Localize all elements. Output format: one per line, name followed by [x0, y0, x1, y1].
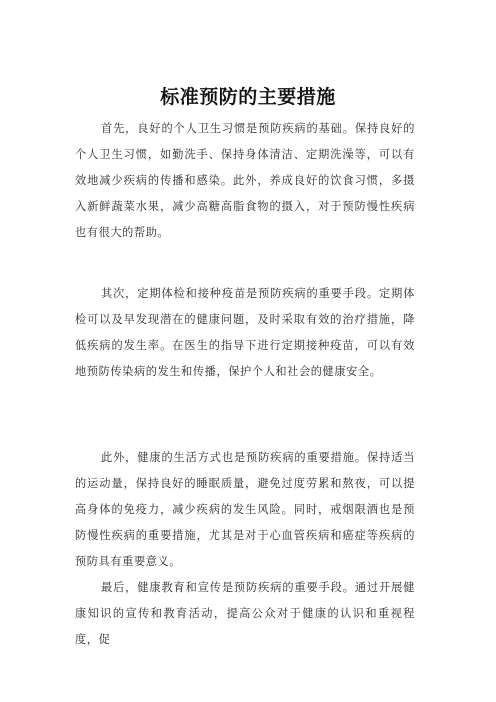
paragraph-personal-hygiene: 首先，良好的个人卫生习惯是预防疾病的基础。保持良好的个人卫生习惯，如勤洗手、保持身体清洁、定期洗澡等，可以有效地减少疾病的传播和感染。此外，养成良好的饮食习惯，多摄入新鲜蔬菜水果，减少高糖高脂食物的摄入，对于预防慢性疾病也有很大的帮助。	[75, 122, 415, 239]
paragraph-healthy-lifestyle: 此外，健康的生活方式也是预防疾病的重要措施。保持适当的运动量，保持良好的睡眠质量，避免过度劳累和熬夜，可以提高身体的免疫力，减少疾病的发生风险。同时，戒烟限酒也是预防慢性疾病的重要措施，尤其是对于心血管疾病和癌症等疾病的预防具有重要意义。	[75, 451, 415, 568]
document-title: 标准预防的主要措施	[160, 86, 336, 108]
paragraph-checkups-vaccination: 其次，定期体检和接种疫苗是预防疾病的重要手段。定期体检可以及早发现潜在的健康问题，及时采取有效的治疗措施，降低疾病的发生率。在医生的指导下进行定期接种疫苗，可以有效地预防传染病的发生和传播，保护个人和社会的健康安全。	[75, 287, 415, 378]
paragraph-health-education: 最后，健康教育和宣传是预防疾病的重要手段。通过开展健康知识的宣传和教育活动，提高公众对于健康的认识和重视程度，促	[75, 581, 415, 646]
